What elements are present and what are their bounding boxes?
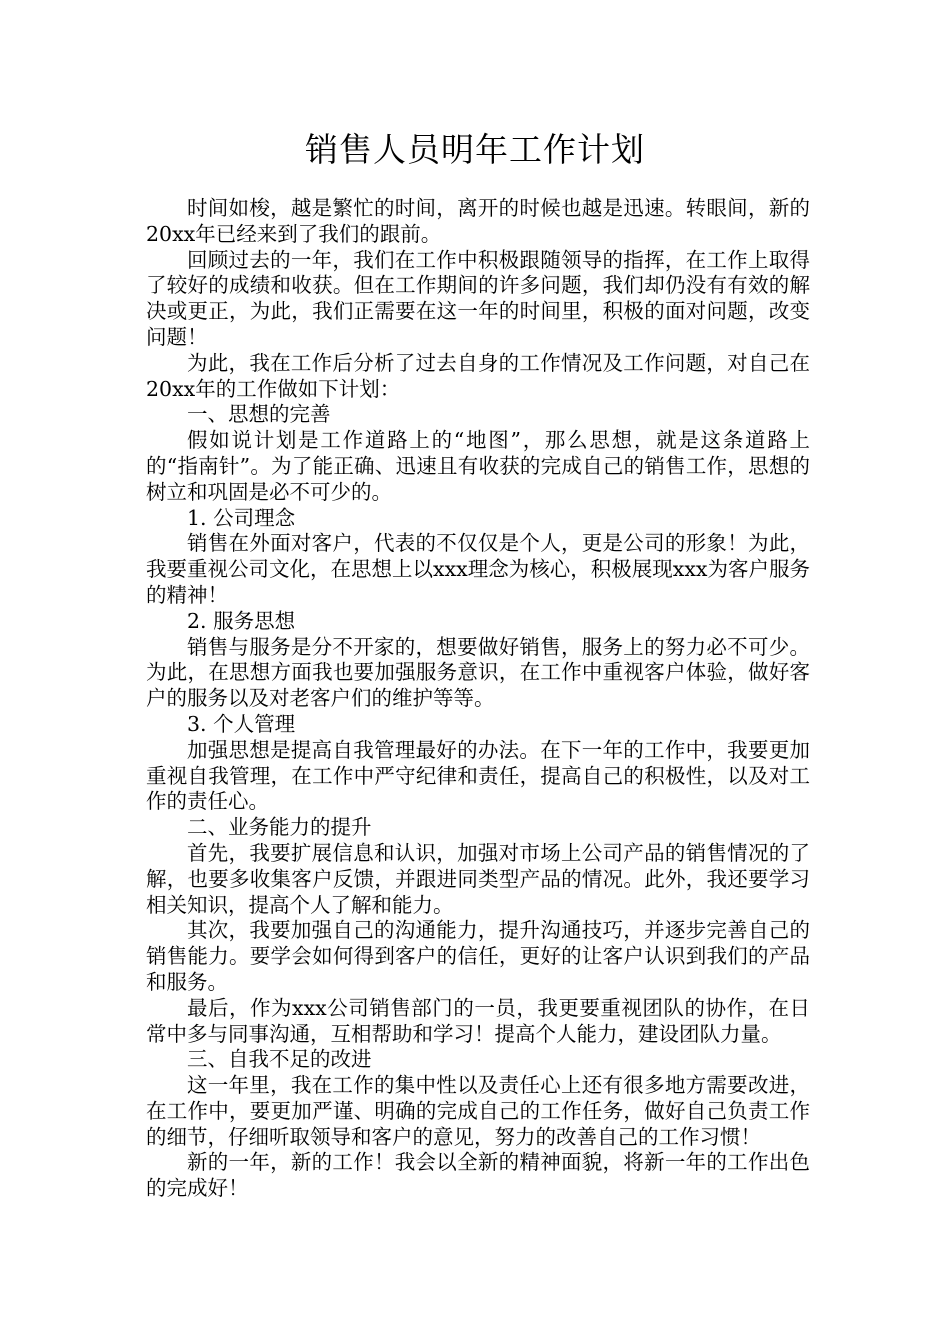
section-heading-1: 一、思想的完善 [187, 402, 331, 427]
document-body [146, 196, 810, 1202]
paragraph-plan-lead: 为此，我在工作后分析了过去自身的工作情况及工作问题，对自己在20xx年的工作做如下计划： [146, 350, 810, 401]
paragraph-thought: 假如说计划是工作道路上的“地图”，那么思想，就是这条道路上的“指南针”。为了能正确、迅速且有收获的完成自己的销售工作，思想的树立和巩固是必不可少的。 [146, 428, 810, 504]
paragraph-finally: 最后，作为xxx公司销售部门的一员，我更要重视团队的协作，在日常中多与同事沟通，互相帮助和学习！提高个人能力，建设团队力量。 [146, 995, 810, 1046]
document-title: 销售人员明年工作计划 [305, 130, 645, 169]
paragraph-first: 首先，我要扩展信息和认识，加强对市场上公司产品的销售情况的了解，也要多收集客户反馈，并跟进同类型产品的情况。此外，我还要学习相关知识，提高个人了解和能力。 [146, 840, 810, 917]
paragraph-personal-management: 加强思想是提高自我管理最好的办法。在下一年的工作中，我要更加重视自我管理，在工作中严守纪律和责任，提高自己的积极性，以及对工作的责任心。 [146, 737, 810, 814]
section-heading-2: 二、业务能力的提升 [187, 815, 372, 840]
paragraph-improvement: 这一年里，我在工作的集中性以及责任心上还有很多地方需要改进，在工作中，要更加严谨、明确的完成自己的工作任务，做好自己负责工作的细节，仔细听取领导和客户的意见，努力的改善自己的工作习惯！ [146, 1073, 810, 1149]
subheading-personal-management: 3. 个人管理 [187, 711, 296, 736]
section-heading-3: 三、自我不足的改进 [187, 1047, 372, 1072]
paragraph-closing: 新的一年，新的工作！我会以全新的精神面貌，将新一年的工作出色的完成好！ [146, 1150, 810, 1201]
paragraph-second: 其次，我要加强自己的沟通能力，提升沟通技巧，并逐步完善自己的销售能力。要学会如何得到客户的信任，更好的让客户认识到我们的产品和服务。 [146, 918, 810, 994]
subheading-service-thinking: 2. 服务思想 [187, 608, 296, 633]
subheading-company-concept: 1. 公司理念 [187, 505, 296, 530]
paragraph-company-concept: 销售在外面对客户，代表的不仅仅是个人，更是公司的形象！为此，我要重视公司文化，在思想上以xxx理念为核心，积极展现xxx为客户服务的精神！ [146, 531, 810, 607]
paragraph-intro: 时间如梭，越是繁忙的时间，离开的时候也越是迅速。转眼间，新的20xx年已经来到了我们的跟前。 [146, 196, 810, 246]
paragraph-service-thinking: 销售与服务是分不开家的，想要做好销售，服务上的努力必不可少。为此，在思想方面我也要加强服务意识，在工作中重视客户体验，做好客户的服务以及对老客户们的维护等等。 [146, 634, 810, 711]
paragraph-review: 回顾过去的一年，我们在工作中积极跟随领导的指挥，在工作上取得了较好的成绩和收获。但在工作期间的许多问题，我们却仍没有有效的解决或更正，为此，我们正需要在这一年的时间里，积极的面对问题，改变问题！ [146, 247, 810, 349]
